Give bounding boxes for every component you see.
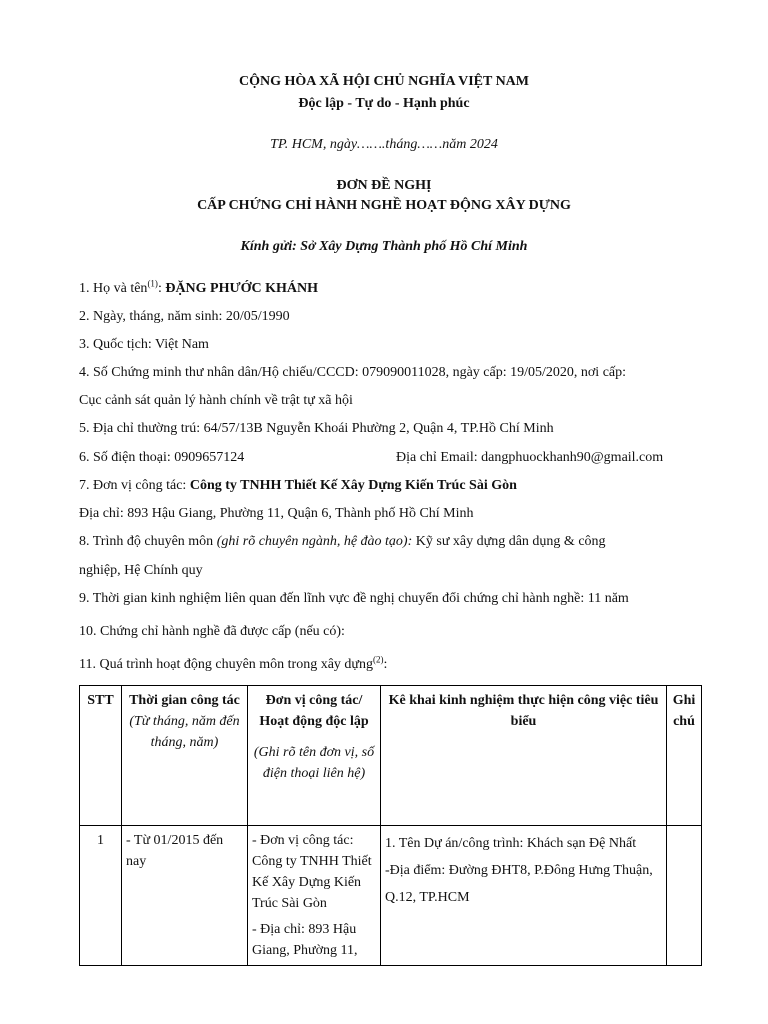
work-history-colon: : (383, 657, 388, 672)
field-phone: 6. Số điện thoại: 0909657124 (79, 450, 245, 465)
recipient: Kính gửi: Sở Xây Dựng Thành phố Hồ Chí Minh (240, 239, 528, 254)
field-id-number: 4. Số Chứng minh thư nhân dân/Hộ chiếu/CCCD: 079090011028, ngày cấp: 19/05/2020, nơi cấp: (79, 365, 627, 380)
field-address: 5. Địa chỉ thường trú: 64/57/13B Nguyễn Khoái Phường 2, Quận 4, TP.Hồ Chí Minh (79, 421, 554, 436)
row-time: - Từ 01/2015 đến nay (122, 826, 248, 966)
row-project-location: -Địa điểm: Đường ĐHT8, P.Đông Hưng Thuận, Q.12, TP.HCM (385, 863, 653, 905)
row-experience (381, 826, 667, 966)
field-experience-years: 9. Thời gian kinh nghiệm liên quan đến lĩnh vực đề nghị chuyển đổi chứng chỉ hành nghề: 11 năm (79, 591, 629, 606)
qualification-label: 8. Trình độ chuyên môn (79, 534, 217, 549)
row-unit-name: - Đơn vị công tác: Công ty TNHH Thiết Kế Xây Dựng Kiến Trúc Sài Gòn (252, 833, 372, 911)
field-birth-date: 2. Ngày, tháng, năm sinh: 20/05/1990 (79, 309, 290, 324)
field-workplace (79, 477, 517, 495)
motto-text: Độc lập - Tự do - Hạnh phúc (298, 96, 470, 111)
full-name-label: 1. Họ và tên (79, 281, 148, 296)
footnote-1: (1) (147, 278, 158, 289)
header-time-label: Thời gian công tác (129, 693, 240, 708)
qualification-value: Kỹ sư xây dựng dân dụng & công (412, 534, 606, 549)
row-note (667, 826, 702, 966)
table-header-row (80, 686, 702, 826)
row-stt: 1 (80, 826, 122, 966)
work-history-label: 11. Quá trình hoạt động chuyên môn trong xây dựng (79, 657, 374, 672)
field-qualification-cont: nghiệp, Hệ Chính quy (79, 563, 203, 578)
header-stt: STT (80, 686, 122, 826)
full-name-value: ĐẶNG PHƯỚC KHÁNH (165, 281, 319, 296)
doc-title-line1: ĐƠN ĐỀ NGHỊ (336, 178, 432, 193)
field-id-issuer: Cục cảnh sát quản lý hành chính về trật tự xã hội (79, 393, 353, 408)
header-unit-label: Đơn vị công tác/ Hoạt động độc lập (259, 693, 369, 729)
header-time (122, 686, 248, 826)
workplace-label: 7. Đơn vị công tác: (79, 478, 190, 493)
header-unit (248, 686, 381, 826)
header-experience: Kê khai kinh nghiệm thực hiện công việc tiêu biểu (381, 686, 667, 826)
field-work-history (79, 656, 387, 674)
place-date: TP. HCM, ngày…….tháng……năm 2024 (270, 137, 498, 152)
header-note: Ghi chú (667, 686, 702, 826)
work-history-table (79, 685, 702, 966)
header-time-sub: (Từ tháng, năm đến tháng, năm) (129, 714, 240, 750)
row-unit (248, 826, 381, 966)
doc-title-line2: CẤP CHỨNG CHỈ HÀNH NGHỀ HOẠT ĐỘNG XÂY DỰNG (197, 198, 571, 213)
header-unit-sub: (Ghi rõ tên đơn vị, số điện thoại liên hệ) (253, 745, 375, 781)
row-project-name: 1. Tên Dự án/công trình: Khách sạn Đệ Nhất (385, 836, 637, 851)
nation-title: CỘNG HÒA XÃ HỘI CHỦ NGHĨA VIỆT NAM (238, 74, 529, 89)
full-name-colon: : (157, 281, 166, 296)
field-certificate: 10. Chứng chỉ hành nghề đã được cấp (nếu có): (79, 624, 345, 639)
motto (0, 95, 768, 113)
row-unit-address: - Địa chỉ: 893 Hậu Giang, Phường 11, (252, 922, 358, 958)
field-workplace-address: Địa chỉ: 893 Hậu Giang, Phường 11, Quận 6, Thành phố Hồ Chí Minh (79, 506, 474, 521)
footnote-2: (2) (373, 654, 384, 665)
field-nationality: 3. Quốc tịch: Việt Nam (79, 337, 209, 352)
field-full-name (79, 280, 318, 298)
field-qualification (79, 533, 606, 551)
qualification-hint: (ghi rõ chuyên ngành, hệ đào tạo): (216, 534, 413, 549)
workplace-value: Công ty TNHH Thiết Kế Xây Dựng Kiến Trúc Sài Gòn (189, 478, 517, 493)
field-email: Địa chỉ Email: dangphuockhanh90@gmail.com (396, 450, 664, 465)
table-row (80, 826, 702, 966)
